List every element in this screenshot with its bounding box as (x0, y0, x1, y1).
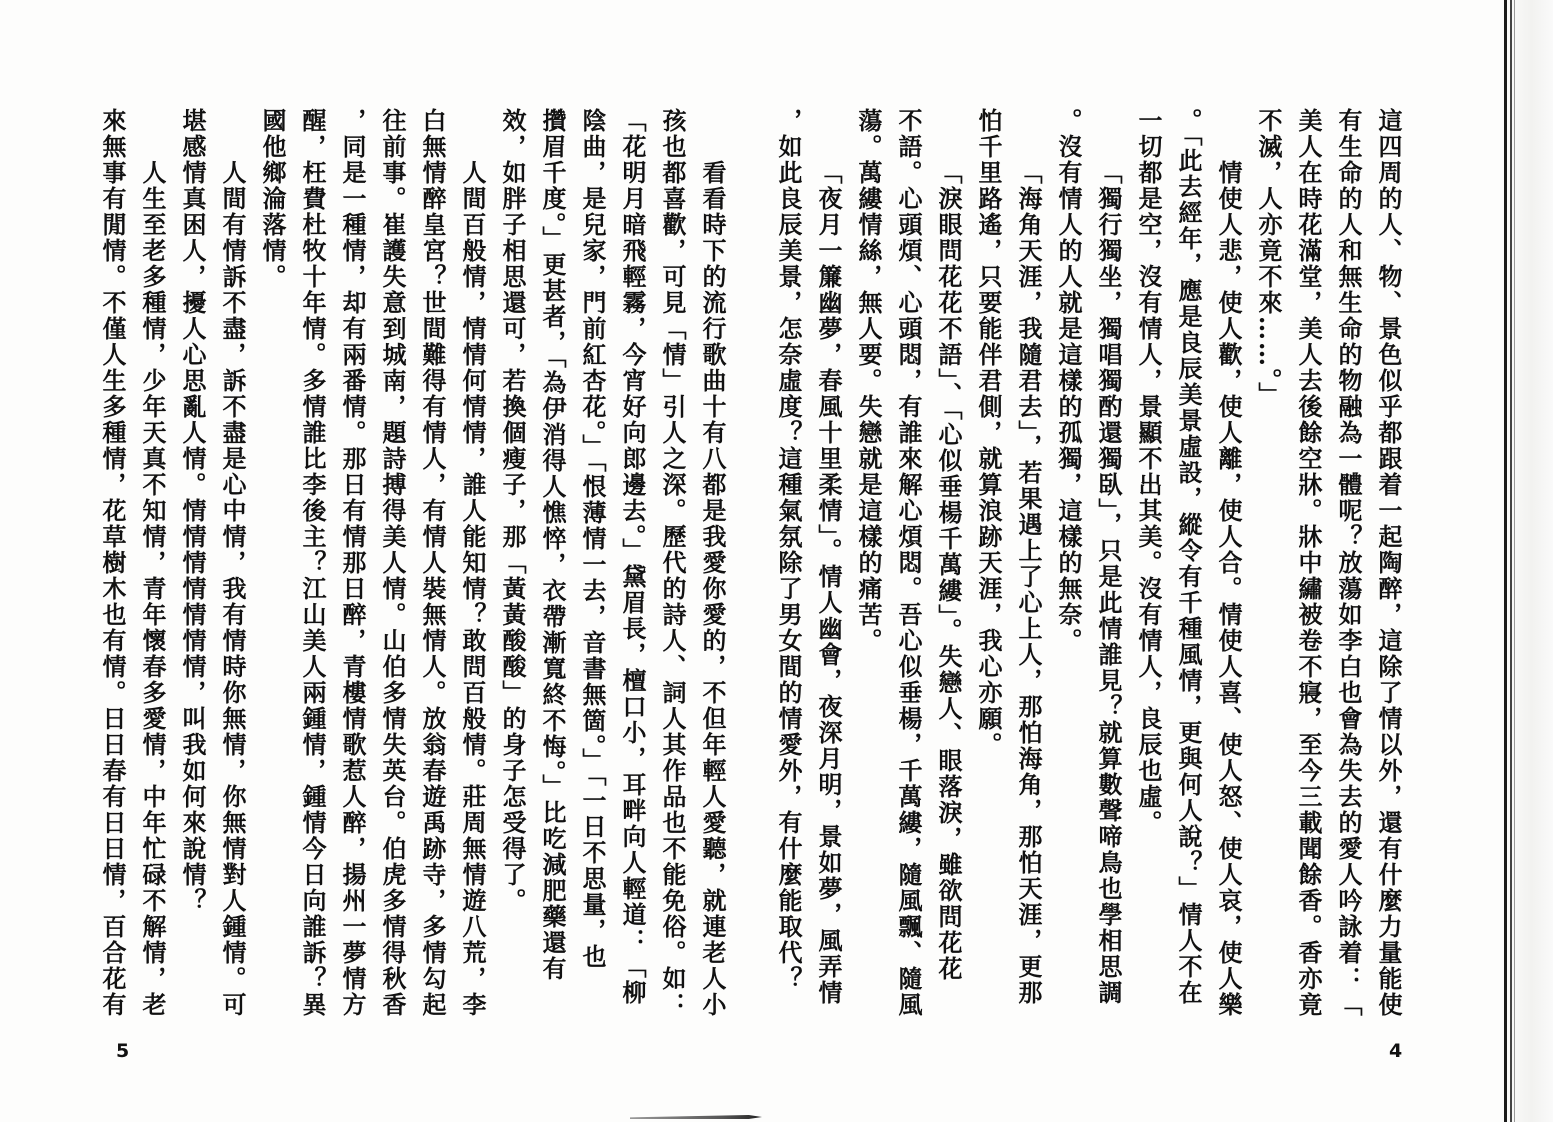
text-column: 一切都是空，沒有情人，景顯不出其美。沒有情人，良辰也虛。 (1134, 108, 1163, 836)
text-column: 「淚眼問花花不語」、「心似垂楊千萬縷」。失戀人、眼落淚，雖欲問花花 (934, 160, 963, 982)
text-column: 這四周的人、物、景色似乎都跟着一起陶醉，這除了情以外，還有什麼力量能使 (1374, 108, 1403, 1018)
book-binding-edge (1500, 0, 1553, 1122)
text-column: 來無事有閒情。不僅人生多種情，花草樹木也有情。日日春有日日情，百合花有 (98, 108, 127, 1018)
text-column: 醒，枉費杜牧十年情。多情誰比李後主？江山美人兩鍾情，鍾情今日向誰訴？異 (298, 108, 327, 1018)
text-column: ，同是一種情，却有兩番情。那日有情那日醉，青樓情歌惹人醉，揚州一夢情方 (338, 108, 367, 1018)
right-page (768, 108, 1408, 1038)
text-column: 堪感情真困人，擾人心思亂人情。情情情情情情情，叫我如何來說情？ (178, 108, 207, 914)
text-column: 不滅，人亦竟不來……。」 (1254, 108, 1283, 408)
page-number-left: 5 (116, 1040, 130, 1062)
binding-line (1504, 0, 1507, 1122)
text-column: 人間有情訴不盡，訴不盡是心中情，我有情時你無情，你無情對人鍾情。可 (218, 160, 247, 1018)
text-column: 情使人悲，使人歡，使人離，使人合。情使人喜、使人怒、使人哀，使人樂 (1214, 160, 1243, 1018)
text-column: 美人在時花滿堂，美人去後餘空牀。牀中繡被卷不寢，至今三載聞餘香。香亦竟 (1294, 108, 1323, 1018)
text-column: 往前事。崔護失意到城南，題詩搏得美人情。山伯多情失英台。伯虎多情得秋香 (378, 108, 407, 1018)
text-column: 不語。心頭煩、心頭悶，有誰來解心煩悶。吾心似垂楊，千萬縷，隨風飄、隨風 (894, 108, 923, 1018)
text-column: 「海角天涯，我隨君去」，若果遇上了心上人，那怕海角，那怕天涯，更那 (1014, 160, 1043, 1006)
text-column: 攢眉千度。」更甚者，「為伊消得人憔悴，衣帶漸寬終不悔。」比吃減肥藥還有 (538, 108, 567, 982)
text-column: ，如此良辰美景，怎奈虛度？這種氣氛除了男女間的情愛外，有什麼能取代？ (774, 108, 803, 992)
binding-line (1510, 0, 1512, 1122)
left-page (92, 108, 732, 1038)
text-column: 蕩。萬縷情絲，無人要。失戀就是這樣的痛苦。 (854, 108, 883, 654)
text-column: 人間百般情，情情何情情，誰人能知情？敢問百般情。莊周無情遊八荒，李 (458, 160, 487, 1018)
text-column: 看看時下的流行歌曲十有八都是我愛你愛的，不但年輕人愛聽，就連老人小 (698, 160, 727, 1018)
text-column: 有生命的人和無生命的物融為一體呢？放蕩如李白也會為失去的愛人吟詠着：「 (1334, 108, 1363, 1018)
scan-artifact-line (630, 1115, 762, 1119)
page-number-right: 4 (1389, 1040, 1403, 1062)
text-column: 國他鄉淪落情。 (258, 108, 287, 290)
text-column: 「花明月暗飛輕霧，今宵好向郎邊去。」黛眉長，檀口小，耳畔向人輕道：「柳 (618, 108, 647, 1006)
text-column: 效，如胖子相思還可，若換個瘦子，那「黃黃酸酸」的身子怎受得了。 (498, 108, 527, 914)
text-column: 「夜月一簾幽夢，春風十里柔情」。情人幽會，夜深月明，景如夢，風弄情 (814, 160, 843, 1006)
text-column: 「獨行獨坐，獨唱獨酌還獨臥」，只是此情誰見？就算數聲啼鳥也學相思調 (1094, 160, 1123, 1006)
text-column: 孩也都喜歡，可見「情」引人之深。歷代的詩人、詞人其作品也不能免俗。如： (658, 108, 687, 1018)
text-column: 怕千里路遙，只要能伴君側，就算浪跡天涯，我心亦願。 (974, 108, 1003, 758)
text-column: 白無情醉皇宮？世間難得有情人，有情人裝無情人。放翁春遊禹跡寺，多情勾起 (418, 108, 447, 1018)
text-column: 人生至老多種情，少年天真不知情，青年懷春多愛情，中年忙碌不解情，老 (138, 160, 167, 1018)
binding-line (1514, 0, 1515, 1122)
text-column: 。「此去經年，應是良辰美景虛設，縱令有千種風情，更與何人說？」情人不在 (1174, 108, 1203, 1006)
text-column: 。沒有情人的人就是這樣的孤獨，這樣的無奈。 (1054, 108, 1083, 654)
text-column: 陰曲，是兒家，門前紅杏花。」「恨薄情一去，音書無箇。」「一日不思量，也 (578, 108, 607, 970)
